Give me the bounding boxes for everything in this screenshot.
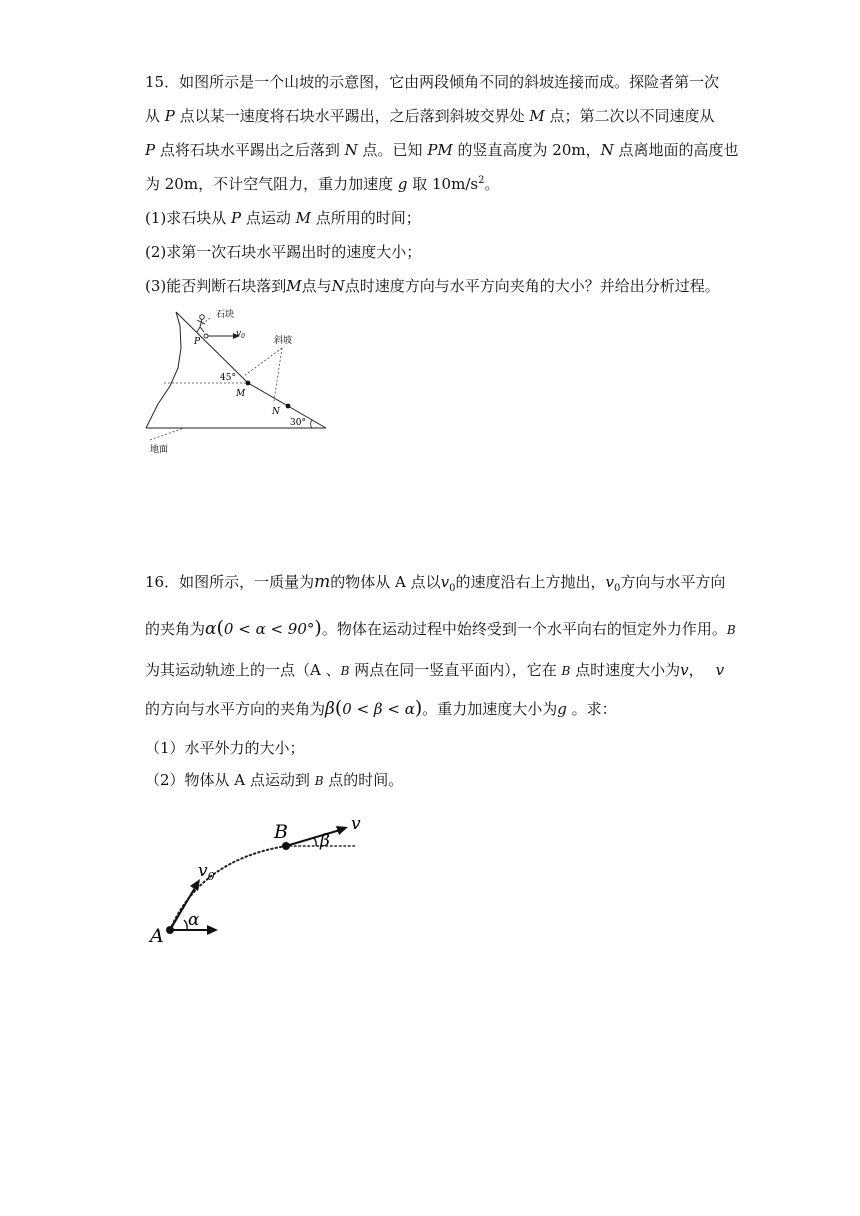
point-m: M	[295, 209, 312, 227]
symbol-v: v	[715, 661, 725, 679]
symbol-v0: v	[605, 573, 614, 591]
q15-text: (2)求第一次石块水平踢出时的速度大小；	[145, 243, 422, 261]
v-arrow	[286, 830, 340, 846]
subscript: 0	[449, 583, 456, 594]
beta-label: β	[320, 831, 330, 851]
a-label: A	[150, 925, 164, 947]
v0-subscript: 0	[207, 870, 215, 883]
alpha-label: α	[188, 910, 200, 930]
q16-text: 如图所示，一质量为	[179, 573, 315, 591]
symbol-beta: β	[325, 699, 335, 719]
q15-text: 点以某一速度将石块水平踢出，之后落到斜坡交界处	[174, 107, 530, 125]
slope-diagram	[136, 306, 336, 456]
segment-pm: PM	[427, 141, 453, 159]
q16-text: 。求：	[566, 700, 617, 718]
q16-text: （2）物体从 A 点运动到	[145, 771, 315, 789]
q15-text: 取 10m/s	[407, 175, 479, 193]
alpha-range: 0 < α < 90°	[223, 620, 315, 638]
q16-line-3	[145, 660, 724, 681]
q15-sub-3	[145, 276, 720, 296]
q16-line-1	[145, 572, 725, 592]
q16-text: 方向与水平方向	[620, 573, 726, 591]
n-label: N	[272, 407, 280, 417]
alpha-arc	[184, 920, 187, 930]
point-b: B	[340, 664, 350, 678]
beta-range: 0 < β < α	[342, 700, 415, 718]
q15-text: 点所用的时间；	[311, 209, 421, 227]
q16-text: 的方向与水平方向的夹角为	[145, 700, 326, 718]
trajectory-diagram	[140, 808, 380, 958]
v0-label	[198, 861, 215, 883]
q15-line-2	[145, 106, 715, 126]
q15-text: 点离地面的高度也	[613, 141, 739, 159]
q16-text: 为其运动轨迹上的一点（A 、	[145, 661, 341, 679]
point-p: P	[231, 209, 242, 227]
slope-outline	[146, 312, 181, 428]
angle-30-label: 30°	[290, 418, 306, 428]
q15-text: 如图所示是一个山坡的示意图，它由两段倾角不同的斜坡连接而成。探险者第一次	[179, 73, 720, 91]
q15-text: 为 20m，不计空气阻力，重力加速度	[145, 175, 398, 193]
superscript: 2	[478, 175, 485, 186]
q16-sub-1	[145, 738, 305, 758]
symbol-g: g	[397, 175, 408, 193]
point-n: N	[600, 141, 614, 159]
v0-symbol: v	[236, 329, 242, 339]
q15-text: 的竖直高度为 20m，	[452, 141, 601, 159]
q15-text: 从	[145, 107, 165, 125]
point-n-dot	[286, 404, 291, 409]
q15-line-1	[145, 72, 719, 92]
q15-number: 15．	[145, 73, 180, 91]
v0-label	[236, 329, 245, 340]
angle-30-arc	[311, 420, 313, 428]
point-p: P	[164, 107, 175, 125]
q15-line-4	[145, 174, 499, 194]
q16-text: 的速度沿右上方抛出，	[455, 573, 606, 591]
q15-text: 点；第二次以不同速度从	[544, 107, 715, 125]
q16-text: 。重力加速度大小为	[422, 700, 558, 718]
symbol-v: v	[680, 661, 689, 679]
q16-text: 的物体从 A 点以	[330, 573, 441, 591]
point-m: M	[286, 277, 302, 295]
q16-line-2: 的夹角为α(0 < α < 90°)。物体在运动过程中始终受到一个水平向右的恒定外力作用。B	[145, 617, 736, 639]
symbol-alpha: α	[205, 619, 217, 639]
q16-text: 的夹角为	[145, 620, 206, 638]
point-b: B	[726, 623, 736, 637]
point-b: B	[561, 664, 571, 678]
angle-45-label: 45°	[220, 373, 236, 383]
q15-text: 点与	[301, 277, 332, 295]
q16-line-4: 的方向与水平方向的夹角为β(0 < β < α)。重力加速度大小为g 。求：	[145, 697, 617, 719]
b-label: B	[274, 821, 288, 843]
subscript: 0	[613, 583, 621, 594]
q15-text: 点。已知	[357, 141, 428, 159]
point-n: N	[331, 277, 345, 295]
slope-leader	[244, 348, 282, 376]
symbol-v0: v	[440, 573, 450, 591]
q15-sub-1	[145, 208, 421, 228]
q16-text: （1）水平外力的大小；	[145, 739, 305, 757]
q16-text: ，	[688, 661, 704, 679]
point-m: M	[529, 107, 545, 125]
stone-label: 石块	[216, 310, 235, 320]
horizontal-arrowhead	[207, 925, 218, 935]
upper-slope	[176, 312, 248, 383]
q15-text: (3)能否判断石块落到	[145, 277, 287, 295]
point-n: N	[344, 141, 358, 159]
point-p: P	[145, 141, 156, 159]
q16-text: 两点在同一竖直平面内），它在	[349, 661, 562, 679]
v0-symbol: v	[198, 861, 208, 881]
q15-line-3	[145, 140, 739, 160]
q15-text: 。	[484, 175, 500, 193]
point-b: B	[314, 774, 324, 788]
slope-label: 斜坡	[274, 336, 293, 346]
point-m-dot	[246, 381, 251, 386]
symbol-g: g	[557, 700, 567, 718]
point-b-dot	[282, 842, 290, 850]
q15-text: 点时速度方向与水平方向夹角的大小？并给出分析过程。	[344, 277, 720, 295]
q15-text: 点运动	[241, 209, 296, 227]
q16-number: 16．	[145, 573, 180, 591]
q15-text: 点将石块水平踢出之后落到	[155, 141, 345, 159]
m-label: M	[236, 389, 246, 399]
q15-text: (1)求石块从	[145, 209, 232, 227]
ground-leader	[150, 428, 184, 440]
q15-sub-2	[145, 242, 421, 262]
v-label: v	[351, 814, 361, 834]
symbol-m: m	[314, 572, 331, 592]
q16-sub-2	[145, 770, 403, 791]
p-label: P	[194, 337, 201, 347]
ground-label: 地面	[150, 445, 169, 455]
beta-arc	[314, 838, 316, 846]
q16-text: 点时速度大小为	[570, 661, 681, 679]
point-a-dot	[166, 926, 174, 934]
slope-leader	[274, 348, 282, 401]
stone-icon	[204, 334, 208, 338]
q16-text: 点的时间。	[323, 771, 404, 789]
v0-subscript: 0	[241, 333, 245, 340]
explorer-icon	[197, 315, 205, 332]
v-arrowhead	[336, 826, 348, 835]
q16-text: 。物体在运动过程中始终受到一个水平向右的恒定外力作用。	[321, 620, 727, 638]
